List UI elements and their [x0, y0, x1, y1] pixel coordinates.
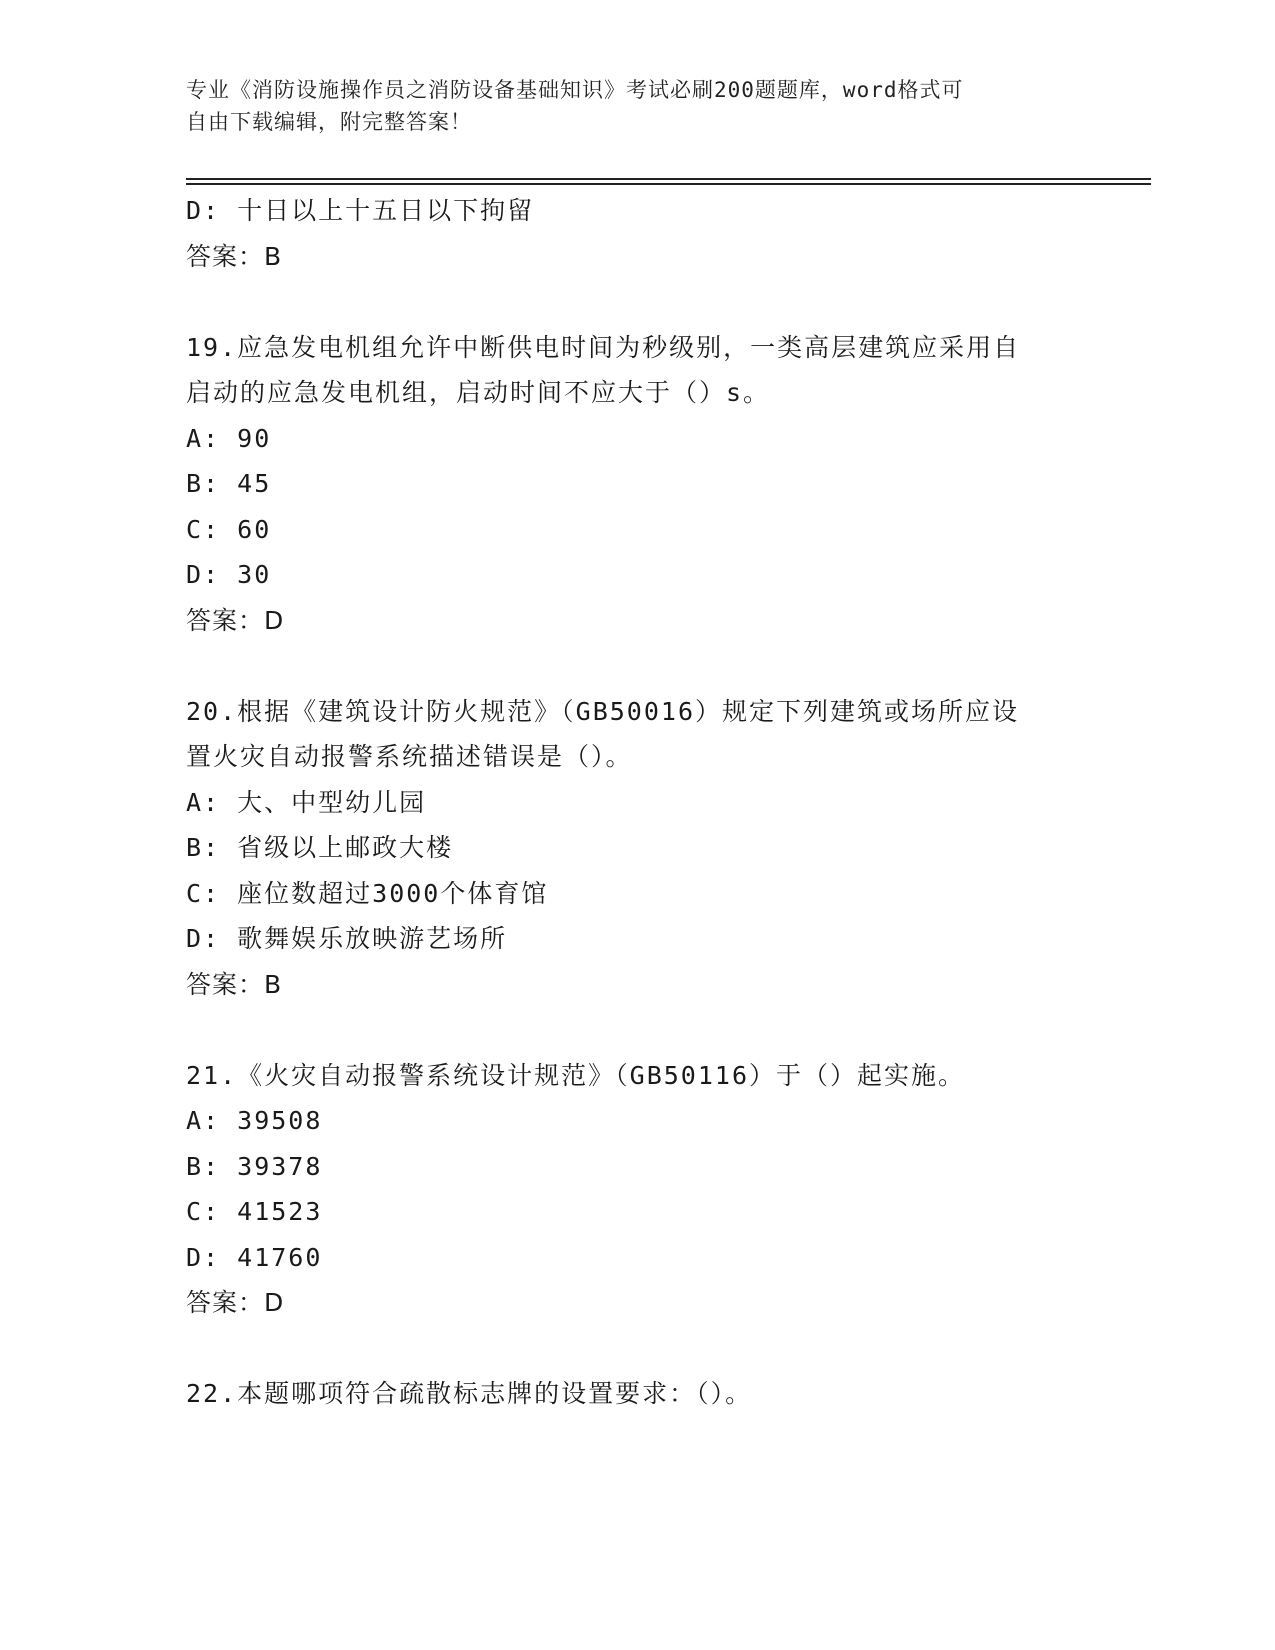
- option-d: D: 歌舞娱乐放映游艺场所: [186, 924, 508, 953]
- option-d: D: 41760: [186, 1242, 323, 1272]
- option-b: B: 45: [186, 469, 272, 498]
- spacer: [186, 279, 1086, 325]
- option-b: B: 39378: [186, 1151, 323, 1181]
- option-d: D: 十日以上十五日以下拘留: [186, 196, 535, 225]
- header-divider-top: [186, 178, 1151, 180]
- option-a: A: 39508: [186, 1106, 323, 1135]
- answer: 答案：B: [186, 969, 283, 999]
- question-19: [186, 325, 1086, 644]
- question-20: [186, 689, 1086, 1008]
- option-a: A: 90: [186, 423, 272, 453]
- question-stem: 20.根据《建筑设计防火规范》（GB50016）规定下列建筑或场所应设: [186, 696, 1020, 726]
- answer: 答案：D: [186, 1288, 285, 1317]
- option-c: C: 座位数超过3000个体育馆: [186, 878, 549, 908]
- header-divider-bottom: [186, 183, 1151, 185]
- document-header: [186, 74, 1066, 138]
- option-b: B: 省级以上邮政大楼: [186, 833, 454, 862]
- document-body: [186, 188, 1086, 1417]
- question-stem: 22.本题哪项符合疏散标志牌的设置要求：（）。: [186, 1379, 753, 1408]
- question-21: [186, 1053, 1086, 1326]
- question-stem-continued: 置火灾自动报警系统描述错误是（）。: [186, 742, 633, 771]
- spacer: [186, 1007, 1086, 1053]
- answer: 答案：D: [186, 605, 285, 635]
- question-stem: 21.《火灾自动报警系统设计规范》（GB50116）于（）起实施。: [186, 1060, 966, 1090]
- option-c: C: 60: [186, 514, 272, 544]
- question-22: [186, 1371, 1086, 1417]
- header-title-line-1: 专业《消防设施操作员之消防设备基础知识》考试必刷200题题库，word格式可: [186, 78, 964, 102]
- header-title-line-2: 自由下载编辑，附完整答案！: [186, 110, 472, 134]
- option-d: D: 30: [186, 560, 272, 589]
- question-stem-continued: 启动的应急发电机组，启动时间不应大于（）s。: [186, 378, 771, 407]
- spacer: [186, 643, 1086, 689]
- question-stem: 19.应急发电机组允许中断供电时间为秒级别，一类高层建筑应采用自: [186, 332, 1021, 362]
- answer: 答案：B: [186, 241, 283, 271]
- option-c: C: 41523: [186, 1197, 323, 1226]
- option-a: A: 大、中型幼儿园: [186, 787, 427, 817]
- spacer: [186, 1326, 1086, 1372]
